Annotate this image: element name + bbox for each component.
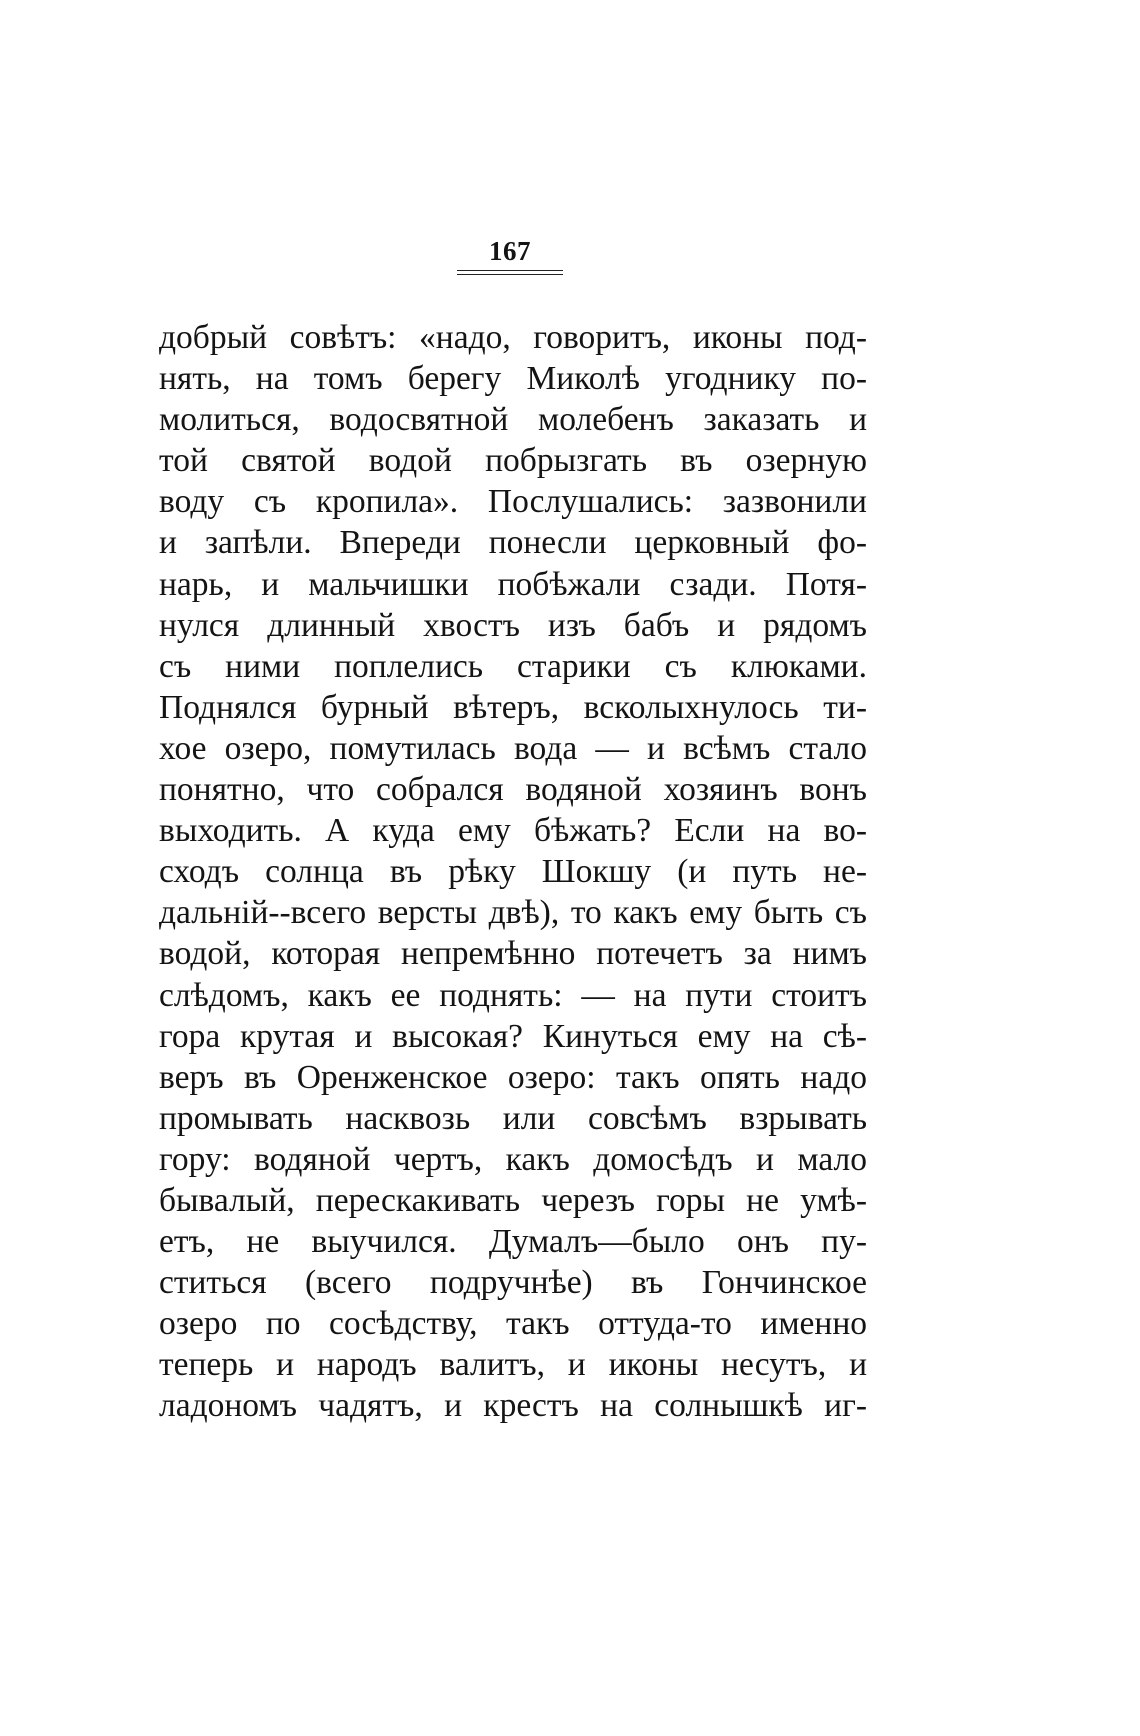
body-text — [159, 317, 867, 1427]
text-line: гора крутая и высокая? Кинуться ему на сѣ- — [159, 1017, 867, 1055]
text-line: выходить. А куда ему бѣжать? Если на во- — [159, 812, 867, 850]
text-line: веръ въ Оренженское озеро: такъ опять надо — [159, 1058, 867, 1096]
text-line: нарь, и мальчишки побѣжали сзади. Потя- — [159, 565, 867, 603]
text-line: етъ, не выучился. Думалъ—было онъ пу- — [159, 1223, 867, 1261]
text-line: съ ними поплелись старики съ клюками. — [159, 647, 867, 685]
text-line: гору: водяной чертъ, какъ домосѣдъ и мало — [159, 1140, 867, 1178]
text-line: и запѣли. Впереди понесли церковный фо- — [159, 524, 867, 562]
text-line: хое озеро, помутилась вода — и всѣмъ стало — [159, 729, 867, 767]
page-number: 167 — [489, 236, 531, 266]
text-line: молиться, водосвятной молебенъ заказать и — [159, 401, 867, 439]
text-line: слѣдомъ, какъ ее поднять: — на пути стоитъ — [159, 976, 867, 1014]
header-rule — [457, 270, 563, 271]
text-line: озеро по сосѣдству, такъ оттуда-то именно — [159, 1305, 867, 1343]
text-line: воду съ кропила». Послушались: зазвонили — [159, 483, 867, 521]
text-line: добрый совѣтъ: «надо, говоритъ, иконы под- — [159, 319, 867, 356]
page-header — [455, 236, 565, 275]
header-rule-double — [457, 274, 563, 275]
text-line: теперь и народъ валитъ, и иконы несутъ, и — [159, 1346, 867, 1384]
text-line: бывалый, перескакивать черезъ горы не умѣ- — [159, 1181, 867, 1219]
text-line: водой, которая непремѣнно потечетъ за нимъ — [159, 935, 867, 973]
text-line: понятно, что собрался водяной хозяинъ вонъ — [159, 771, 867, 809]
text-line: ладономъ чадятъ, и крестъ на солнышкѣ иг- — [159, 1387, 867, 1425]
text-line: Поднялся бурный вѣтеръ, всколыхнулось ти- — [159, 688, 867, 726]
text-line: дальній--всего версты двѣ), то какъ ему быть съ — [159, 894, 867, 932]
text-line: нять, на томъ берегу Миколѣ угоднику по- — [159, 360, 867, 398]
text-line: той святой водой побрызгать въ озерную — [159, 442, 867, 480]
text-line: ститься (всего подручнѣе) въ Гончинское — [159, 1264, 867, 1302]
text-line: сходъ солнца въ рѣку Шокшу (и путь не- — [159, 853, 867, 891]
text-line: промывать насквозь или совсѣмъ взрывать — [159, 1099, 867, 1137]
text-line: нулся длинный хвостъ изъ бабъ и рядомъ — [159, 606, 867, 644]
